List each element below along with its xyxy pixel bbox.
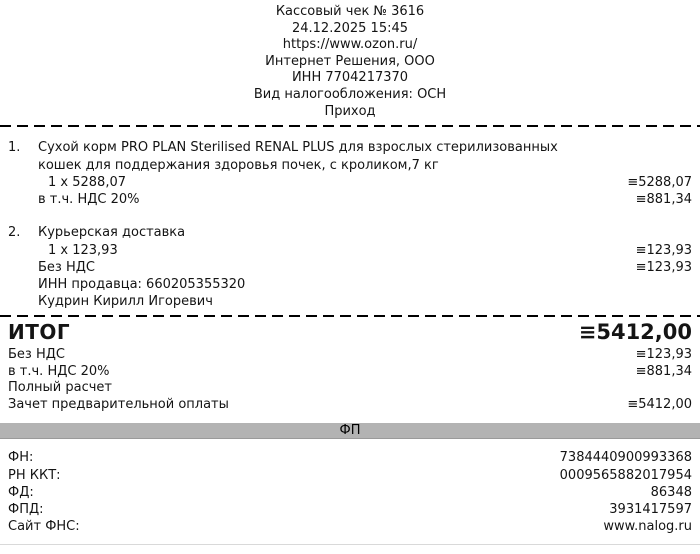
fns-site-label: Сайт ФНС:: [8, 519, 80, 535]
fiscal-section: [0, 449, 700, 535]
dashed-separator-bottom: [0, 315, 700, 317]
prepayment-row: [8, 397, 692, 414]
item-qty-row: [8, 174, 692, 191]
fn-row: [8, 449, 692, 466]
bottom-divider: [0, 544, 700, 545]
seller-name: Кудрин Кирилл Игоревич: [38, 293, 213, 309]
item-header: [8, 139, 692, 174]
dashed-separator-top: [0, 125, 700, 127]
company-inn: ИНН 7704217370: [291, 70, 409, 86]
item-amount: ≡5288,07: [627, 175, 692, 191]
total-novat-label: Без НДС: [8, 346, 65, 362]
item-vat-amount: ≡881,34: [635, 192, 692, 208]
line-item-1: [8, 139, 692, 208]
item-qty-price: 1 x 5288,07: [48, 175, 126, 191]
item-qty-row: [8, 242, 692, 259]
fpd-value: 3931417597: [609, 502, 692, 518]
fd-value: 86348: [650, 484, 692, 500]
store-url: https://www.ozon.ru/: [282, 37, 418, 53]
fn-label: ФН:: [8, 450, 34, 466]
item-vat-label: Без НДС: [38, 259, 95, 275]
total-row: [8, 320, 692, 347]
prepayment-label: Зачет предварительной оплаты: [8, 397, 229, 413]
item-qty-price: 1 x 123,93: [48, 242, 118, 258]
seller-inn: ИНН продавца: 660205355320: [38, 276, 246, 292]
total-section: [0, 320, 700, 415]
item-vat-row: [8, 191, 692, 208]
item-number: 1.: [8, 140, 21, 156]
fpd-label: ФПД:: [8, 502, 44, 518]
rn-kkt-value: 0009565882017954: [559, 467, 692, 483]
item-name: Курьерская доставка: [38, 225, 186, 241]
item-header: [8, 224, 692, 242]
total-label: ИТОГ: [8, 319, 71, 344]
tax-system: Вид налогообложения: ОСН: [253, 86, 447, 102]
seller-inn-row: [8, 276, 692, 293]
receipt-datetime: 24.12.2025 15:45: [291, 20, 409, 36]
fn-value: 7384440900993368: [559, 450, 692, 466]
rn-kkt-label: РН ККТ:: [8, 467, 61, 483]
payment-type-row: [8, 380, 692, 397]
total-novat-row: [8, 347, 692, 364]
fp-label: ФП: [339, 423, 361, 439]
total-vat-amount: ≡881,34: [635, 363, 692, 379]
total-vat-label: в т.ч. НДС 20%: [8, 363, 110, 379]
seller-name-row: [8, 293, 692, 310]
item-number: 2.: [8, 225, 21, 241]
items-section: [0, 139, 700, 310]
line-item-2: [8, 224, 692, 310]
operation-type: Приход: [324, 103, 376, 119]
rn-kkt-row: [8, 467, 692, 484]
item-name: Сухой корм PRO PLAN Sterilised RENAL PLUS для взрослых стерилизованных кошек для поддержания здоровья почек, с кроликом,7 кг: [38, 140, 558, 173]
receipt-title: Кассовый чек № 3616: [275, 4, 425, 19]
fd-label: ФД:: [8, 484, 34, 500]
total-vat-row: [8, 364, 692, 381]
fd-row: [8, 484, 692, 501]
total-novat-amount: ≡123,93: [635, 346, 692, 362]
fp-bar: [0, 423, 700, 439]
item-vat-label: в т.ч. НДС 20%: [38, 192, 140, 208]
item-vat-row: [8, 259, 692, 276]
prepayment-amount: ≡5412,00: [627, 397, 692, 413]
total-amount: ≡5412,00: [578, 319, 692, 344]
item-amount: ≡123,93: [635, 242, 692, 258]
fns-site-row: [8, 518, 692, 535]
payment-type-label: Полный расчет: [8, 380, 112, 396]
item-vat-amount: ≡123,93: [635, 259, 692, 275]
fns-site-value: www.nalog.ru: [603, 519, 692, 535]
fpd-row: [8, 501, 692, 518]
receipt-header: [0, 4, 700, 120]
company-name: Интернет Решения, ООО: [265, 53, 435, 69]
